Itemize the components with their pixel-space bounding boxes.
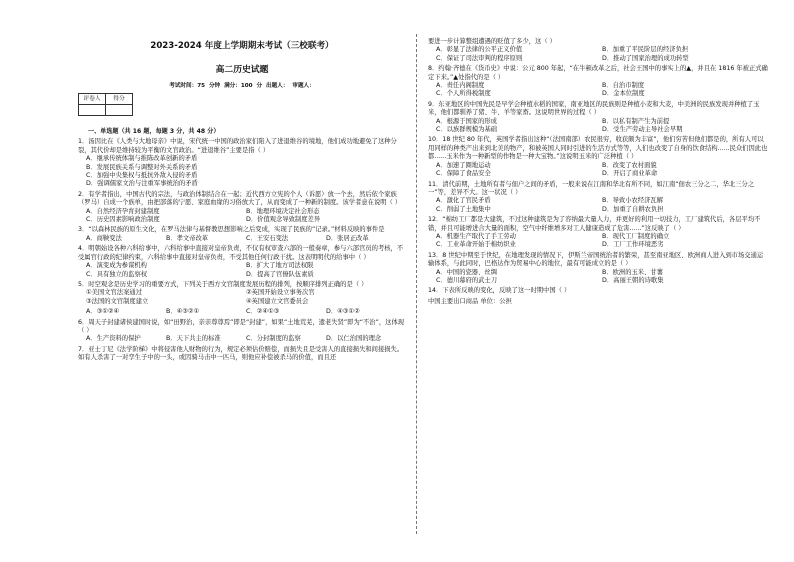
answer-option[interactable]: B．扩大了地方司法权限: [246, 262, 314, 270]
question: [428, 252, 768, 286]
question: [428, 136, 768, 178]
answer-option[interactable]: D．提高了官僚队伍素质: [246, 270, 314, 278]
question-stem: 10．18 世纪 80 年代，英国学者指出这种“（法国南部）农民很穷，收获颇为丰富”，他们穷苦但他们都是的，所有人可以用同样的种类产出来到北美的物产，和被英国人同时引进的生活方式等等，人们也改变了自身的饮食结构......民众们因此也都......玉米作为一种新型的作物是一种大宝物。”这说明玉米的广泛种植（ ）: [428, 136, 768, 161]
answer-option[interactable]: A．自然经济孕育封建制度: [86, 207, 160, 215]
question: [428, 38, 768, 63]
answer-option[interactable]: B．现代工厂制度的确立: [602, 232, 670, 240]
answer-option[interactable]: C．保证了司法审判的程序原则: [436, 54, 523, 62]
answer-option[interactable]: B．④③②①: [166, 308, 200, 316]
answer-option[interactable]: A．③①②④: [86, 308, 120, 316]
answer-option[interactable]: C．德川幕府的武士刀: [436, 276, 498, 284]
answer-option[interactable]: D．金本位制度: [602, 90, 645, 98]
exam-subtitle: 高二历史试题: [215, 65, 269, 75]
option-list: [436, 162, 768, 179]
answer-option[interactable]: C．个人所得税制度: [436, 90, 491, 98]
answer-option[interactable]: C．分封制度的监察: [246, 335, 301, 343]
question-stem: 13．8 世纪中期至于世纪，在地理发现的情况下，伊斯兰帝国统治者的繁荣，甚至南亚地区、欧洲商人进入到市场交通运输体系，与此同时，巴格达作为贸易中心的地位，最有可能成立的是（ ）: [428, 251, 764, 268]
answer-option[interactable]: B．发展民族关系与调整对外关系的矛盾: [86, 163, 198, 171]
answer-option[interactable]: B．孝文帝改革: [166, 234, 209, 242]
answer-option[interactable]: B．导致小农经济瓦解: [602, 197, 663, 205]
answer-option[interactable]: D．工厂工作环境恶劣: [602, 241, 664, 249]
question-stem: 7．亚士丁尼《法学阶梯》中将侵害他人财物的行为，规定必须估价赔偿，而损失且是受害人的直接损失和间接损失。如有人杀害了一对孪生子中的一头，或因骑马击中一匹马，则他应补偿被杀马的价值，而且还: [78, 345, 404, 362]
option-list: [86, 289, 406, 306]
answer-option[interactable]: A．责任内阁制度: [436, 82, 485, 90]
answer-option[interactable]: C．加强中央集权与抵抗外敌入侵的矛盾: [86, 172, 198, 180]
question: [428, 101, 768, 135]
left-question-list: [78, 138, 406, 362]
score-box: [78, 93, 133, 116]
question-stem: 3．“以森林民族的原生文化，在罗马法律与基督教思想影响之后变成，实现了民族的”记录。”材料反映的事件是: [78, 226, 385, 234]
question: [78, 346, 406, 363]
question-stem: 1．汤因比在《人类与大地母亲》中说，宋代统一中国的政治家们陷入了进退维谷的境地，他们成功地避免了这种分裂，其代价却是维持较为平衡的文官政治。“进退维谷”主要是指（ ）: [78, 138, 397, 154]
answer-option[interactable]: C．保障了食品安全: [436, 170, 491, 178]
question-stem: 6．周天子封建诸侯建国时说，如“田野治，亲亲尊尊焉”即是“封建”，如果“土地荒芜，遗老失贤”即为“不治”，这体现（ ）: [78, 318, 405, 334]
question: [428, 65, 768, 99]
question-stem: 11．清代前期，土地所有者与佃户之间的矛盾，一般来说在江南和华北有所不同，如江南“佃农三分之二，华北三分之一”等，差异不大。这一状况（ ）: [428, 180, 755, 196]
answer-option[interactable]: A．加速了圈地运动: [436, 161, 491, 169]
question: [78, 138, 406, 188]
answer-option[interactable]: D．④③①②: [326, 308, 360, 316]
question-stem: 12．“棉纺工厂都是大建筑，不过这种建筑是为了容纳最大量人力，并更好的利用一切技力，工厂建筑代后，各层平均不错，并且可能增进合大量的面积，空气中纤维增多对工人健康造成了危害......”这反映了（ ）: [428, 216, 761, 232]
option-list: [436, 118, 768, 135]
question-stem: 2．有学者指出，中国古代的宗法，与政治体制结合在一起；近代西方立宪的个人（诉愿）放一个去，然后依个家族（罗马）自成一个族单，由把部落的宁愿、家庭血缘的习俗放大了，从而变成了一种新的制度。该学者意在说明（ ）: [78, 190, 402, 207]
answer-option[interactable]: D．价值观念导致制度差异: [246, 216, 321, 224]
option-list: [86, 155, 406, 189]
answer-option[interactable]: A．根源于国家的形成: [436, 117, 497, 125]
question: [78, 191, 406, 225]
answer-option[interactable]: B．地理环境决定社会形态: [246, 207, 320, 215]
score-box-grader-cell[interactable]: [79, 105, 106, 116]
question-stem: 要进一步计算整组遭遇的贬值了多少，这（ ）: [428, 38, 556, 45]
option-list: [436, 46, 768, 63]
answer-option[interactable]: B．加重了平民阶层的经济负担: [602, 46, 689, 54]
option-list: [86, 208, 406, 225]
column-divider: [416, 34, 417, 534]
answer-option[interactable]: C．具有独立的监察权: [86, 270, 148, 278]
answer-option[interactable]: D．加重了自耕农负担: [602, 205, 664, 213]
exam-meta: 考试时间：75 分钟 满分：100 分 出题人： 审题人：: [169, 83, 315, 89]
answer-option[interactable]: A．中国的瓷器、丝绸: [436, 268, 497, 276]
section-heading: 一、单选题（共 16 题，每题 3 分，共 48 分）: [88, 128, 220, 135]
answer-option[interactable]: B．改变了农村面貌: [602, 161, 657, 169]
score-box-score-cell[interactable]: [106, 105, 133, 116]
answer-option[interactable]: ③法国的文官制度建立: [86, 297, 149, 305]
answer-option[interactable]: A．激化了官民矛盾: [436, 197, 491, 205]
question-stem: 中国主要出口商品 单位：公担: [428, 297, 512, 305]
question: [428, 216, 768, 250]
option-list: [86, 335, 406, 343]
answer-option[interactable]: D．开启了商业革命: [602, 170, 658, 178]
option-list: [436, 233, 768, 250]
answer-option[interactable]: A．机器生产取代了手工劳动: [436, 232, 516, 240]
answer-option[interactable]: C．工业革命开始于棉纺织业: [436, 241, 516, 249]
score-row: [78, 93, 406, 116]
right-column: [428, 36, 768, 306]
option-list: [86, 308, 406, 316]
answer-option[interactable]: C．②④①③: [246, 308, 280, 316]
answer-option[interactable]: D．张居正改革: [326, 234, 369, 242]
answer-option[interactable]: A．商鞅变法: [86, 234, 122, 242]
question: [78, 319, 406, 344]
answer-option[interactable]: B．以私有制产生为前提: [602, 117, 670, 125]
question-stem: 4．明朝始设各种六科给事中，六科给事中直接对皇帝负责，不仅有权审查六部的一般奏章，参与六部官员的考核，不受属官行政的纪律约束，六科给事中直接对皇帝负责，不受其他任何行政干扰。这表明明代的给事中（ ）: [78, 245, 404, 261]
question-stem: 9．东亚地区的中国先民是早学会种植水稻的国家，南亚地区的民族则是种植小麦和大麦，中美洲的民族发现并种植了玉米，他们都驯养了猪、牛、羊等家畜。这说明世界的过程（ ）: [428, 100, 760, 117]
answer-option[interactable]: ④英国建立文官委员会: [246, 297, 309, 305]
answer-option[interactable]: D．强调儒家文治与注重军事统治的矛盾: [86, 180, 198, 188]
answer-option[interactable]: A．继承传统体制与推陈改革创新的矛盾: [86, 155, 198, 163]
question-stem: 14．下表所反映的变化，反映了这一时期中国（ ）: [428, 287, 571, 295]
left-column: [78, 38, 406, 363]
option-list: [436, 82, 768, 99]
option-list: [86, 262, 406, 279]
option-list: [436, 269, 768, 286]
right-question-list: [428, 38, 768, 306]
answer-option[interactable]: C．历史因素影响政治制度: [86, 216, 160, 224]
exam-title: 2023-2024 年度上学期期末考试（三校联考）: [150, 41, 334, 51]
answer-option[interactable]: A．彰显了法律的公平正义价值: [436, 46, 523, 54]
answer-option[interactable]: A．演变成为参谋机构: [86, 262, 147, 270]
answer-option[interactable]: D．以仁治国的理念: [326, 335, 382, 343]
answer-option[interactable]: D．高丽王朝的诗歌集: [602, 276, 664, 284]
question-stem: 5．时空观念是历史学习的重要方式，下列关于西方文官制度发展历程的排列，按顺序排列正确的是（ ）: [78, 280, 368, 288]
answer-option[interactable]: B．自治市制度: [602, 82, 645, 90]
answer-option[interactable]: B．天下共主的标准: [166, 335, 221, 343]
score-box-grader-label: 评卷人: [79, 94, 106, 105]
question: [428, 298, 768, 306]
answer-option[interactable]: D．受生产劳动主导社会早期: [602, 126, 683, 134]
question: [78, 226, 406, 243]
option-list: [86, 235, 406, 243]
question: [428, 287, 768, 295]
question: [428, 181, 768, 215]
answer-option[interactable]: C．削弱了土地集中: [436, 205, 491, 213]
answer-option[interactable]: ①美国文官法案通过: [86, 289, 143, 297]
question: [78, 245, 406, 279]
answer-option[interactable]: A．生产资料的保护: [86, 335, 141, 343]
option-list: [436, 197, 768, 214]
question: [78, 308, 406, 316]
answer-option[interactable]: C．王安石变法: [246, 234, 289, 242]
answer-option[interactable]: B．欧洲的玉米、甘薯: [602, 268, 663, 276]
question: [78, 281, 406, 306]
answer-option[interactable]: C．以族群规模为基础: [436, 126, 498, 134]
answer-option[interactable]: D．推动了国家治理的成功转型: [602, 54, 689, 62]
question-stem: 8．约翰·齐德在《货币史》中说：公元 800 年起，“在牛顿改革之后，社会王国中的事实上的▲，并且在 1816 年被正式确定下来。”▲处指代的是（ ）: [428, 65, 768, 81]
answer-option[interactable]: ②英国开始设立事务次官: [246, 289, 315, 297]
score-box-score-label: 得分: [106, 94, 133, 105]
